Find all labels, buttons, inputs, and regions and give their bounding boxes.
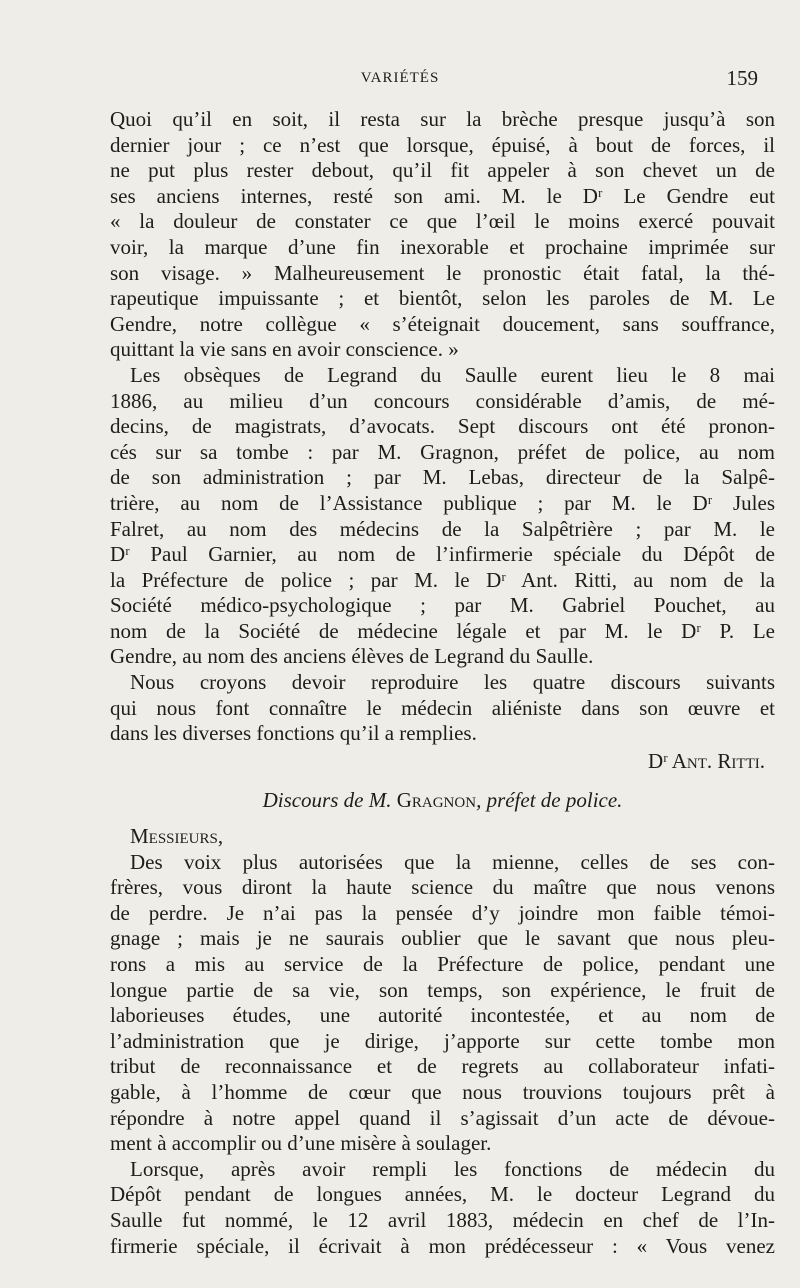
text-line: Société médico-psychologique ; par M. Gabriel Pouchet, au <box>110 593 775 618</box>
body-text <box>110 107 775 1259</box>
text-line: longue partie de sa vie, son temps, son expérience, le fruit de <box>110 977 775 1002</box>
text-line: Falret, au nom des médecins de la Salpêtrière ; par M. le <box>110 516 775 541</box>
text-line: firmerie spéciale, il écrivait à mon prédécesseur : « Vous venez <box>110 1233 775 1258</box>
text-line: gable, à l’homme de cœur que nous trouvions toujours prêt à <box>110 1079 775 1104</box>
text-line: rapeutique impuissante ; et bientôt, selon les paroles de M. Le <box>110 286 775 311</box>
discours-title-prefix: Discours de M. <box>262 788 392 813</box>
paragraph-1 <box>110 107 775 363</box>
text-line: qui nous font connaître le médecin aliéniste dans son œuvre et <box>110 695 775 720</box>
text-line: tribut de reconnaissance et de regrets au collaborateur infati- <box>110 1054 775 1079</box>
discours-title-name: Gragnon <box>396 788 477 813</box>
salutation: Messieurs, <box>130 824 224 849</box>
paragraph-4 <box>110 850 775 876</box>
text-line: gnage ; mais je ne saurais oublier que le savant que nous pleu- <box>110 926 775 951</box>
text-line: cés sur sa tombe : par M. Gragnon, préfet de police, au nom <box>110 439 775 464</box>
text-line: 1886, au milieu d’un concours considérable d’amis, de mé- <box>110 388 775 413</box>
text-line: son visage. » Malheureusement le pronostic était fatal, la thé- <box>110 260 775 285</box>
text-line: dernier jour ; ce n’est que lorsque, épuisé, à bout de forces, il <box>110 132 775 157</box>
text-line: voir, la marque d’une fin inexorable et prochaine imprimée sur <box>110 234 775 259</box>
text-line: de son administration ; par M. Lebas, directeur de la Salpê- <box>110 465 775 490</box>
signature: Dʳ Ant. Ritti. <box>647 748 765 773</box>
paragraph-3 <box>110 670 775 696</box>
text-line: l’administration que je dirige, j’apporte sur cette tombe mon <box>110 1028 775 1053</box>
text-line: Les obsèques de Legrand du Saulle eurent lieu le 8 mai <box>130 362 775 387</box>
text-line: rons a mis au service de la Préfecture de police, pendant une <box>110 952 775 976</box>
text-line: Dépôt pendant de longues années, M. le docteur Legrand du <box>110 1182 775 1207</box>
text-line: frères, vous diront la haute science du maître que nous venons <box>110 875 775 900</box>
text-line: Nous croyons devoir reproduire les quatre discours suivants <box>130 670 775 695</box>
discours-title <box>110 788 775 814</box>
text-line: ne put plus rester debout, qu’il fit appeler à son chevet un de <box>110 158 775 183</box>
text-line: Des voix plus autorisées que la mienne, celles de ses con- <box>130 849 775 874</box>
text-line: de perdre. Je n’ai pas la pensée d’y joindre mon faible témoi- <box>110 900 775 925</box>
running-title: VARIÉTÉS <box>360 70 440 86</box>
text-line: la Préfecture de police ; par M. le Dʳ Ant. Ritti, au nom de la <box>110 567 775 592</box>
text-line: répondre à notre appel quand il s’agissait d’un acte de dévoue- <box>110 1105 775 1130</box>
paragraph-2 <box>110 363 775 389</box>
text-line: decins, de magistrats, d’avocats. Sept discours ont été pronon- <box>110 414 775 439</box>
paragraph-5-cont <box>110 1182 775 1259</box>
running-header <box>0 66 800 100</box>
text-line: ment à accomplir ou d’une misère à soulager. <box>110 1131 492 1156</box>
text-line: trière, au nom de l’Assistance publique ; par M. le Dʳ Jules <box>110 490 775 515</box>
text-line: dans les diverses fonctions qu’il a remplies. <box>110 721 477 746</box>
text-line: Dʳ Paul Garnier, au nom de l’infirmerie spéciale du Dépôt de <box>110 542 775 567</box>
text-line: « la douleur de constater ce que l’œil le moins exercé pouvait <box>110 209 775 234</box>
paragraph-4-cont <box>110 875 775 1157</box>
paragraph-2-cont <box>110 389 775 671</box>
paragraph-5 <box>110 1157 775 1183</box>
text-line: laborieuses études, une autorité incontestée, et au nom de <box>110 1003 775 1028</box>
text-line: quittant la vie sans en avoir conscience. » <box>110 337 459 362</box>
text-line: Saulle fut nommé, le 12 avril 1883, médecin en chef de l’In- <box>110 1207 775 1232</box>
text-line: Gendre, au nom des anciens élèves de Legrand du Saulle. <box>110 644 594 669</box>
discours-title-suffix: , préfet de police. <box>476 788 623 813</box>
text-line: ses anciens internes, resté son ami. M. le Dʳ Le Gendre eut <box>110 183 775 208</box>
page-number: 159 <box>726 66 758 90</box>
text-line: Quoi qu’il en soit, il resta sur la brèche presque jusqu’à son <box>110 107 775 131</box>
text-line: Gendre, notre collègue « s’éteignait doucement, sans souffrance, <box>110 311 775 336</box>
text-line: Lorsque, après avoir rempli les fonctions de médecin du <box>130 1156 775 1181</box>
text-line: nom de la Société de médecine légale et par M. le Dʳ P. Le <box>110 618 775 643</box>
paragraph-3-cont <box>110 696 775 747</box>
